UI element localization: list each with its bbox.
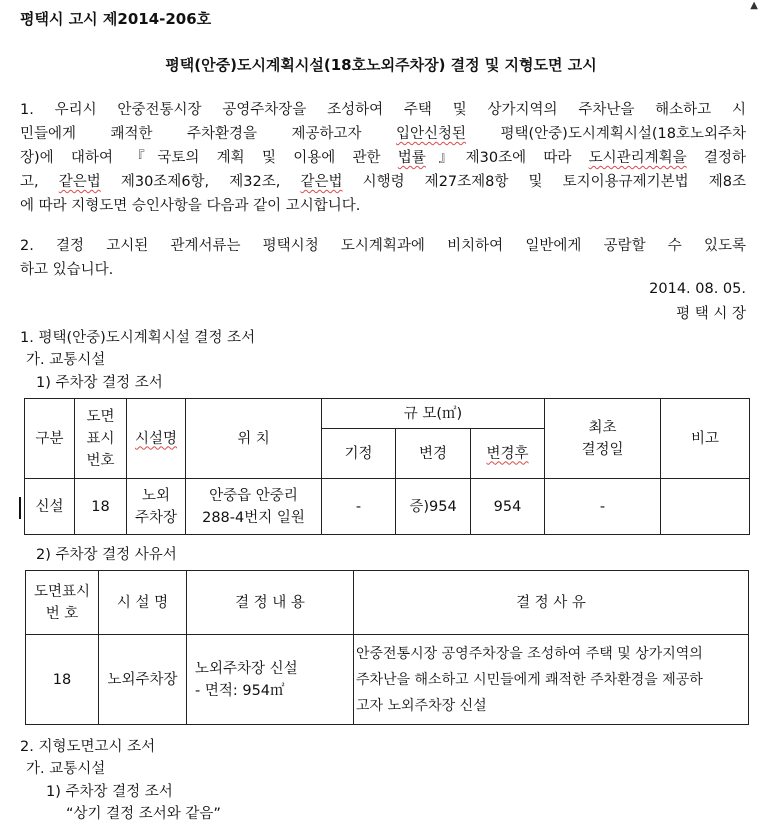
document-title: 평택(안중)도시계획시설(18호노외주차장) 결정 및 지형도면 고시 (165, 56, 597, 74)
header-scale: 규 모(㎡) (322, 399, 545, 429)
header-first-decision-date: 최초 결정일 (545, 399, 661, 479)
paragraph-1-line-3: 장)에 대하여 『국토의 계획 및 이용에 관한 법률』제30조에 따라 도시관리계획을 결정하 (20, 150, 746, 166)
section-1-subheading-1: 1) 주차장 결정 조서 (36, 375, 163, 391)
section-2-subheading-1: 1) 주차장 결정 조서 (46, 784, 173, 800)
cell-location: 안중읍 안중리 288-4번지 일원 (186, 479, 322, 535)
section-1-subheading-2: 2) 주차장 결정 사유서 (36, 547, 177, 563)
parking-reason-table (25, 570, 749, 725)
cell-remarks (661, 479, 750, 535)
parking-decision-table (24, 398, 750, 535)
header-after-change: 변경후 (471, 429, 545, 479)
header-existing: 기정 (322, 429, 396, 479)
scroll-up-arrow-icon[interactable]: ▲ (750, 0, 758, 11)
table-row (25, 479, 750, 535)
cell-map-number: 18 (26, 635, 99, 725)
section-1-heading: 1. 평택(안중)도시계획시설 결정 조서 (20, 330, 256, 346)
section-2-note: “상기 결정 조서와 같음” (66, 806, 221, 822)
signer: 평 택 시 장 (676, 306, 746, 322)
header-decision-content: 결 정 내 용 (187, 571, 354, 635)
header-division: 구분 (25, 399, 75, 479)
cell-facility: 노외주차장 (99, 635, 187, 725)
scrollbar[interactable] (748, 0, 762, 830)
header-change: 변경 (396, 429, 471, 479)
cell-division: 신설 (25, 479, 75, 535)
header-facility: 시 설 명 (99, 571, 187, 635)
cell-change: 증)954 (396, 479, 471, 535)
paragraph-2 (20, 234, 746, 282)
header-facility: 시설명 (127, 399, 186, 479)
cell-after-change: 954 (471, 479, 545, 535)
cell-decision-content: 노외주차장 신설 - 면적: 954㎡ (187, 635, 354, 725)
paragraph-1 (20, 98, 746, 218)
table-row (26, 635, 749, 725)
cell-map-number: 18 (75, 479, 127, 535)
cell-existing: - (322, 479, 396, 535)
paragraph-2-line-2: 하고 있습니다. (20, 262, 114, 278)
paragraph-2-line-1: 2. 결정 고시된 관계서류는 평택시청 도시계획과에 비치하여 일반에게 공람할 수 있도록 (20, 238, 746, 254)
notice-date: 2014. 08. 05. (649, 281, 746, 297)
paragraph-1-line-5: 에 따라 지형도면 승인사항을 다음과 같이 고시합니다. (20, 198, 361, 214)
section-1-subheading-a: 가. 교통시설 (26, 352, 106, 368)
header-map-number: 도면표시 번 호 (26, 571, 99, 635)
header-remarks: 비고 (661, 399, 750, 479)
paragraph-1-line-1: 1. 우리시 안중전통시장 공영주차장을 조성하여 주택 및 상가지역의 주차난을 해소하고 시 (20, 102, 746, 118)
header-decision-reason: 결 정 사 유 (354, 571, 749, 635)
cell-decision-reason: 안중전통시장 공영주차장을 조성하여 주택 및 상가지역의 주차난을 해소하고 시민들에게 쾌적한 주차환경을 제공하 고자 노외주차장 신설 (354, 635, 749, 725)
paragraph-1-line-2: 민들에게 쾌적한 주차환경을 제공하고자 입안신청된 평택(안중)도시계획시설(18호노외주차 (20, 126, 747, 142)
text-cursor (19, 497, 21, 519)
cell-first-decision-date: - (545, 479, 661, 535)
section-2-heading: 2. 지형도면고시 조서 (20, 739, 156, 755)
cell-facility: 노외 주차장 (127, 479, 186, 535)
header-location: 위 치 (186, 399, 322, 479)
section-2-subheading-a: 가. 교통시설 (26, 761, 106, 777)
paragraph-1-line-4: 고, 같은법 제30조제6항, 제32조, 같은법 시행령 제27조제8항 및 토지이용규제기본법 제8조 (20, 174, 746, 190)
notice-number: 평택시 고시 제2014-206호 (20, 10, 212, 28)
header-map-number: 도면 표시 번호 (75, 399, 127, 479)
